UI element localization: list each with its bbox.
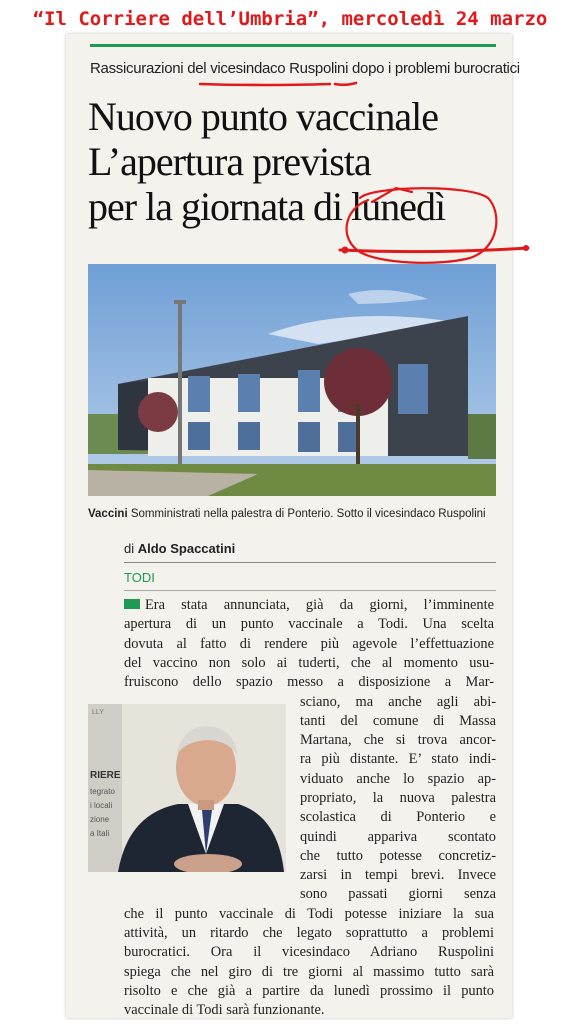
- headline-line: Nuovo punto vaccinale: [88, 94, 438, 139]
- body-line: risolto e che già a partire da lunedì prossimo il punto: [124, 982, 494, 999]
- photo-caption-label: Vaccini: [88, 508, 128, 520]
- image-caption: “Il Corriere dell’Umbria”, mercoledì 24 marzo: [32, 8, 548, 30]
- body-line: vaccinale di Todi sarà funzionante.: [124, 1002, 325, 1019]
- body-line: tanti del comune di Massa: [300, 712, 496, 729]
- backdrop-text: a Itali: [90, 829, 110, 838]
- body-line: propriato, la nuova palestra: [300, 789, 496, 806]
- vicesindaco-photo: [88, 704, 286, 872]
- headline-line: per la giornata di lunedì: [88, 184, 446, 229]
- building-photo: [88, 264, 496, 496]
- article-body-bottom: [124, 905, 494, 1021]
- body-line: fruiscono dello spazio messo a disposizione a Mar-: [124, 674, 494, 691]
- body-line: spiega che nel giro di tre giorni al massimo tutto sarà: [124, 963, 494, 980]
- backdrop-text: LLY: [92, 709, 104, 716]
- body-line: apertura di un punto vaccinale a Todi. Una scelta: [124, 616, 494, 633]
- body-line: quindi appariva scontato: [300, 828, 496, 845]
- article-body: [124, 596, 494, 692]
- body-line: ra più distante. E’ stato indi-: [300, 751, 496, 768]
- body-line: che tutto potesse concretiz-: [300, 847, 496, 864]
- body-line: sciano, ma anche agli abi-: [300, 693, 496, 710]
- byline-rule: [124, 562, 496, 563]
- photo-caption-text: Somministrati nella palestra di Ponterio. Sotto il vicesindaco Ruspolini: [127, 508, 486, 520]
- body-line: sono passati giorni senza: [300, 886, 496, 903]
- body-line: Era stata annunciata, già da giorni, l’imminente: [124, 596, 494, 615]
- byline-prefix: di: [124, 541, 138, 556]
- section-rule: [124, 590, 496, 591]
- headline-line: L’apertura prevista: [88, 139, 371, 184]
- backdrop-text: zione: [90, 815, 110, 824]
- backdrop-text: i locali: [90, 801, 113, 810]
- body-line: burocratici. Ora il vicesindaco Adriano Ruspolini: [124, 944, 494, 961]
- photo-caption: [88, 508, 508, 520]
- byline: [124, 541, 235, 556]
- byline-author: Aldo Spaccatini: [137, 541, 236, 556]
- backdrop-text: RIERE: [90, 770, 121, 781]
- backdrop-text: tegrato: [90, 787, 115, 796]
- body-line: che il punto vaccinale di Todi potesse iniziare la sua: [124, 905, 494, 922]
- body-line: zarsi in tempi brevi. Invece: [300, 867, 496, 884]
- body-line: del vaccino non solo ai tuderti, che al momento usu-: [124, 654, 494, 671]
- headline: [88, 94, 508, 229]
- section-label: TODI: [124, 570, 155, 585]
- article-body-narrow: [300, 693, 496, 905]
- body-line: scolastica di Ponterio e: [300, 809, 496, 826]
- body-line: viduato anche lo spazio ap-: [300, 770, 496, 787]
- top-rule: [90, 44, 496, 47]
- body-line: attività, un ritardo che legato soprattutto a problemi: [124, 925, 494, 942]
- paragraph-marker: [124, 599, 140, 609]
- kicker: Rassicurazioni del vicesindaco Ruspolini dopo i problemi burocratici: [90, 60, 520, 77]
- body-line: Martana, che si trova ancor-: [300, 732, 496, 749]
- body-line: dovuta al fatto di rendere più agevole l’effettuazione: [124, 635, 494, 652]
